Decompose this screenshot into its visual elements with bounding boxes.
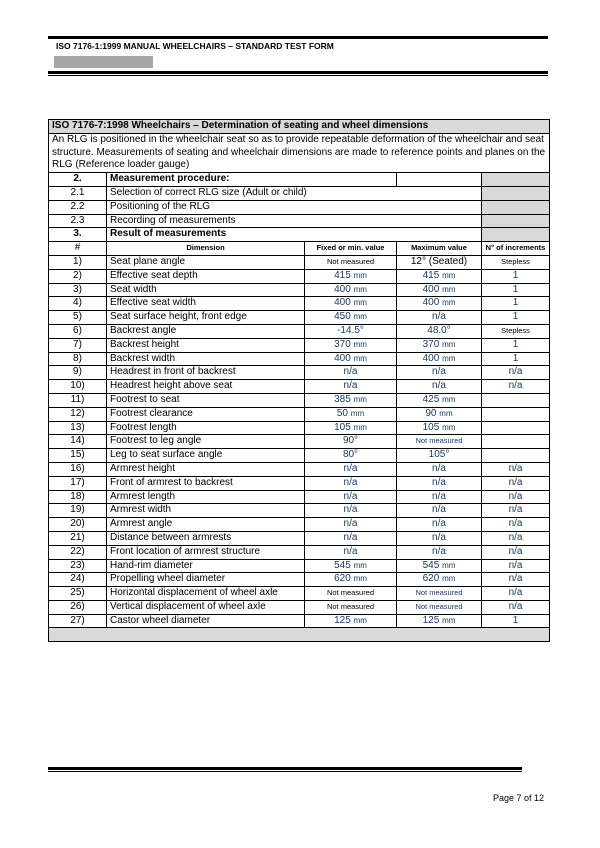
- row-fixed-value: Not measured: [305, 600, 397, 614]
- row-number: 18): [49, 490, 107, 504]
- table-row: [49, 600, 550, 614]
- procedure-label: Positioning of the RLG: [107, 200, 482, 214]
- row-increments: n/a: [482, 380, 550, 394]
- row-increments: n/a: [482, 573, 550, 587]
- row-dimension: Effective seat depth: [107, 269, 305, 283]
- table-row: [49, 614, 550, 628]
- table-row: [49, 518, 550, 532]
- table-row: [49, 573, 550, 587]
- row-max-value: n/a: [397, 462, 482, 476]
- row-dimension: Leg to seat surface angle: [107, 449, 305, 463]
- row-increments: n/a: [482, 587, 550, 601]
- table-row: [49, 476, 550, 490]
- table-row: [49, 366, 550, 380]
- footer-rule-thick: [48, 767, 522, 770]
- row-dimension: Distance between armrests: [107, 531, 305, 545]
- row-fixed-value: n/a: [305, 476, 397, 490]
- row-increments: n/a: [482, 490, 550, 504]
- row-max-value: 400 mm: [397, 352, 482, 366]
- row-number: 26): [49, 600, 107, 614]
- row-max-value: n/a: [397, 380, 482, 394]
- measurement-table: [48, 119, 550, 642]
- row-fixed-value: 620 mm: [305, 573, 397, 587]
- row-dimension: Effective seat width: [107, 297, 305, 311]
- row-dimension: Armrest angle: [107, 518, 305, 532]
- row-increments: [482, 435, 550, 449]
- row-fixed-value: 400 mm: [305, 297, 397, 311]
- table-row: [49, 531, 550, 545]
- row-increments: n/a: [482, 504, 550, 518]
- row-fixed-value: 545 mm: [305, 559, 397, 573]
- row-increments: n/a: [482, 545, 550, 559]
- row-max-value: n/a: [397, 311, 482, 325]
- header-rule-thin: [48, 75, 548, 76]
- procedure-label: Selection of correct RLG size (Adult or child): [107, 186, 482, 200]
- header-rule-top: [48, 36, 548, 39]
- table-title-row: [49, 120, 550, 134]
- row-dimension: Armrest height: [107, 462, 305, 476]
- row-increments: n/a: [482, 600, 550, 614]
- row-increments: n/a: [482, 476, 550, 490]
- row-max-value: n/a: [397, 504, 482, 518]
- row-number: 5): [49, 311, 107, 325]
- section-number: 2.: [49, 173, 107, 187]
- row-max-value: 125 mm: [397, 614, 482, 628]
- footer-rule-thin: [48, 771, 522, 772]
- section-2-row: [49, 173, 550, 187]
- procedure-row: [49, 186, 550, 200]
- row-max-value: n/a: [397, 545, 482, 559]
- row-max-value: n/a: [397, 531, 482, 545]
- intro-row: [49, 133, 550, 172]
- column-header-row: [49, 242, 550, 256]
- row-fixed-value: 400 mm: [305, 352, 397, 366]
- row-increments: n/a: [482, 559, 550, 573]
- row-dimension: Seat width: [107, 283, 305, 297]
- row-fixed-value: Not measured: [305, 255, 397, 269]
- table-row: [49, 559, 550, 573]
- table-row: [49, 462, 550, 476]
- row-dimension: Backrest width: [107, 352, 305, 366]
- row-fixed-value: n/a: [305, 531, 397, 545]
- row-dimension: Footrest to seat: [107, 393, 305, 407]
- row-increments: n/a: [482, 531, 550, 545]
- row-fixed-value: 125 mm: [305, 614, 397, 628]
- col-header-increments: N° of increments: [482, 242, 550, 256]
- procedure-row: [49, 214, 550, 228]
- row-increments: Stepless: [482, 324, 550, 338]
- table-row: [49, 407, 550, 421]
- row-number: 16): [49, 462, 107, 476]
- table-row: [49, 490, 550, 504]
- row-fixed-value: n/a: [305, 545, 397, 559]
- col-header-num: #: [49, 242, 107, 256]
- row-fixed-value: 400 mm: [305, 283, 397, 297]
- row-max-value: 105°: [397, 449, 482, 463]
- row-max-value: n/a: [397, 366, 482, 380]
- header-gray-block: [54, 56, 153, 68]
- row-number: 21): [49, 531, 107, 545]
- row-max-value: 545 mm: [397, 559, 482, 573]
- row-increments: 1: [482, 269, 550, 283]
- row-max-value: Not measured: [397, 587, 482, 601]
- row-max-value: n/a: [397, 490, 482, 504]
- row-dimension: Footrest length: [107, 421, 305, 435]
- row-dimension: Footrest to leg angle: [107, 435, 305, 449]
- row-number: 7): [49, 338, 107, 352]
- table-row: [49, 324, 550, 338]
- row-dimension: Front of armrest to backrest: [107, 476, 305, 490]
- header-rule-thick: [48, 71, 548, 74]
- row-increments: [482, 449, 550, 463]
- row-fixed-value: -14.5°: [305, 324, 397, 338]
- procedure-number: 2.3: [49, 214, 107, 228]
- row-fixed-value: 385 mm: [305, 393, 397, 407]
- table-row: [49, 435, 550, 449]
- row-number: 19): [49, 504, 107, 518]
- row-fixed-value: 450 mm: [305, 311, 397, 325]
- row-increments: 1: [482, 297, 550, 311]
- row-increments: 1: [482, 338, 550, 352]
- table-title: ISO 7176-7:1998 Wheelchairs – Determination of seating and wheel dimensions: [49, 120, 550, 134]
- row-number: 2): [49, 269, 107, 283]
- row-max-value: Not measured: [397, 435, 482, 449]
- table-row: [49, 338, 550, 352]
- row-max-value: 425 mm: [397, 393, 482, 407]
- table-footer-row: [49, 628, 550, 642]
- table-row: [49, 283, 550, 297]
- row-number: 27): [49, 614, 107, 628]
- col-header-max: Maximum value: [397, 242, 482, 256]
- row-number: 12): [49, 407, 107, 421]
- table-row: [49, 587, 550, 601]
- row-number: 23): [49, 559, 107, 573]
- page-number: Page 7 of 12: [493, 793, 545, 803]
- procedure-number: 2.2: [49, 200, 107, 214]
- row-dimension: Backrest angle: [107, 324, 305, 338]
- table-row: [49, 449, 550, 463]
- row-fixed-value: Not measured: [305, 587, 397, 601]
- table-row: [49, 269, 550, 283]
- row-fixed-value: n/a: [305, 380, 397, 394]
- row-increments: Stepless: [482, 255, 550, 269]
- row-dimension: Propelling wheel diameter: [107, 573, 305, 587]
- row-fixed-value: 105 mm: [305, 421, 397, 435]
- row-increments: 1: [482, 283, 550, 297]
- row-fixed-value: n/a: [305, 490, 397, 504]
- intro-text: An RLG is positioned in the wheelchair seat so as to provide repeatable deformation of the wheelchair and seat structure. Measurements of seating and wheelchair dimensions are made to reference points and planes on the RLG (Reference loader gauge): [49, 133, 550, 172]
- row-max-value: 48.0°: [397, 324, 482, 338]
- table-row: [49, 393, 550, 407]
- section-number: 3.: [49, 228, 107, 242]
- row-fixed-value: n/a: [305, 366, 397, 380]
- table-row: [49, 297, 550, 311]
- row-number: 11): [49, 393, 107, 407]
- row-number: 15): [49, 449, 107, 463]
- section-label: Measurement procedure:: [107, 173, 397, 187]
- table-row: [49, 421, 550, 435]
- table-row: [49, 352, 550, 366]
- procedure-number: 2.1: [49, 186, 107, 200]
- row-dimension: Hand-rim diameter: [107, 559, 305, 573]
- row-fixed-value: n/a: [305, 504, 397, 518]
- row-max-value: 400 mm: [397, 297, 482, 311]
- row-dimension: Headrest height above seat: [107, 380, 305, 394]
- row-max-value: n/a: [397, 476, 482, 490]
- row-number: 13): [49, 421, 107, 435]
- row-fixed-value: n/a: [305, 518, 397, 532]
- row-number: 10): [49, 380, 107, 394]
- row-number: 6): [49, 324, 107, 338]
- row-max-value: n/a: [397, 518, 482, 532]
- row-max-value: 370 mm: [397, 338, 482, 352]
- table-row: [49, 545, 550, 559]
- col-header-fixed: Fixed or min. value: [305, 242, 397, 256]
- row-max-value: 105 mm: [397, 421, 482, 435]
- row-dimension: Seat plane angle: [107, 255, 305, 269]
- row-increments: 1: [482, 614, 550, 628]
- row-increments: n/a: [482, 462, 550, 476]
- row-number: 1): [49, 255, 107, 269]
- col-header-dimension: Dimension: [107, 242, 305, 256]
- row-number: 9): [49, 366, 107, 380]
- row-max-value: 415 mm: [397, 269, 482, 283]
- row-dimension: Front location of armrest structure: [107, 545, 305, 559]
- row-fixed-value: 80°: [305, 449, 397, 463]
- row-dimension: Castor wheel diameter: [107, 614, 305, 628]
- procedure-row: [49, 200, 550, 214]
- table-row: [49, 380, 550, 394]
- row-dimension: Vertical displacement of wheel axle: [107, 600, 305, 614]
- row-fixed-value: 415 mm: [305, 269, 397, 283]
- row-number: 22): [49, 545, 107, 559]
- row-fixed-value: 50 mm: [305, 407, 397, 421]
- row-number: 17): [49, 476, 107, 490]
- row-fixed-value: n/a: [305, 462, 397, 476]
- row-number: 20): [49, 518, 107, 532]
- row-dimension: Armrest width: [107, 504, 305, 518]
- row-number: 3): [49, 283, 107, 297]
- row-increments: n/a: [482, 518, 550, 532]
- row-dimension: Backrest height: [107, 338, 305, 352]
- row-increments: n/a: [482, 366, 550, 380]
- row-max-value: 90 mm: [397, 407, 482, 421]
- row-max-value: 620 mm: [397, 573, 482, 587]
- section-label: Result of measurements: [107, 228, 482, 242]
- table-row: [49, 504, 550, 518]
- row-max-value: 400 mm: [397, 283, 482, 297]
- row-increments: [482, 421, 550, 435]
- table-row: [49, 255, 550, 269]
- section-3-row: [49, 228, 550, 242]
- row-max-value: 12° (Seated): [397, 255, 482, 269]
- row-fixed-value: 370 mm: [305, 338, 397, 352]
- row-dimension: Headrest in front of backrest: [107, 366, 305, 380]
- row-increments: 1: [482, 311, 550, 325]
- row-number: 24): [49, 573, 107, 587]
- row-dimension: Footrest clearance: [107, 407, 305, 421]
- row-increments: 1: [482, 352, 550, 366]
- row-dimension: Armrest length: [107, 490, 305, 504]
- row-number: 4): [49, 297, 107, 311]
- table-row: [49, 311, 550, 325]
- row-max-value: Not measured: [397, 600, 482, 614]
- document-title: ISO 7176-1:1999 MANUAL WHEELCHAIRS – STANDARD TEST FORM: [56, 41, 334, 51]
- row-number: 25): [49, 587, 107, 601]
- row-number: 14): [49, 435, 107, 449]
- row-dimension: Seat surface height, front edge: [107, 311, 305, 325]
- row-dimension: Horizontal displacement of wheel axle: [107, 587, 305, 601]
- procedure-label: Recording of measurements: [107, 214, 482, 228]
- row-increments: [482, 407, 550, 421]
- row-number: 8): [49, 352, 107, 366]
- row-increments: [482, 393, 550, 407]
- row-fixed-value: 90°: [305, 435, 397, 449]
